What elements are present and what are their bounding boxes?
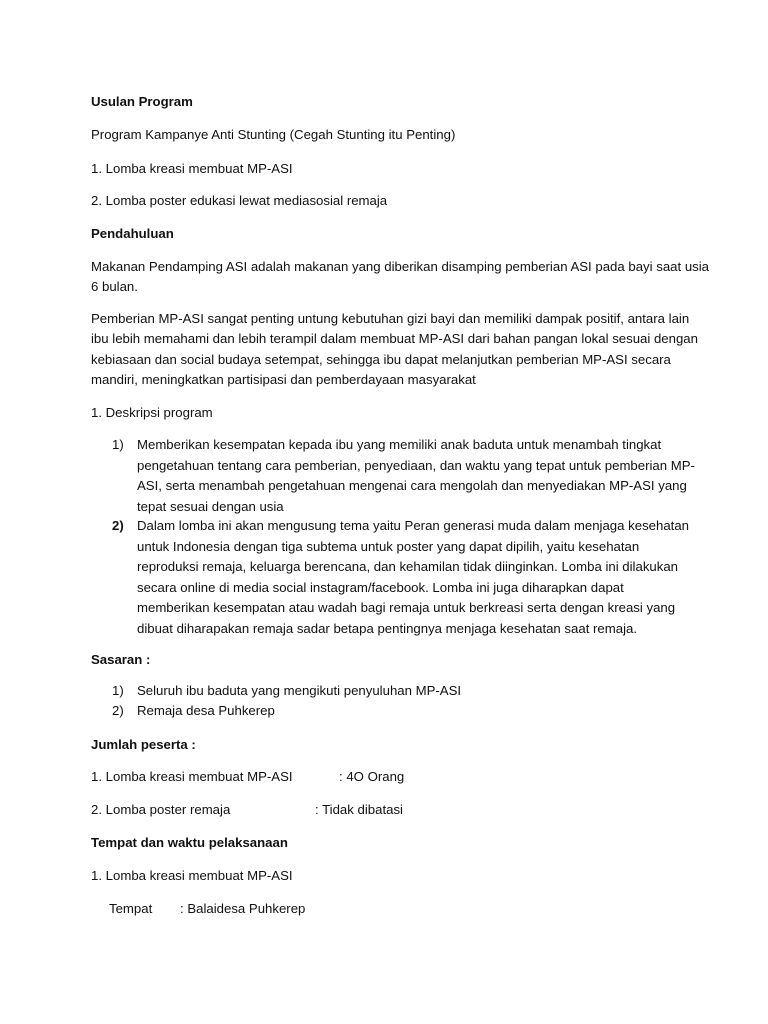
target-item: Remaja desa Puhkerep xyxy=(137,703,275,718)
participant-value: : 4O Orang xyxy=(339,769,405,784)
intro-paragraph-line: mandiri, meningkatkan partisipasi dan pemberdayaan masyarakat xyxy=(91,372,476,387)
intro-heading: Pendahuluan xyxy=(91,226,174,241)
description-line: tepat sesuai dengan usia xyxy=(137,498,284,514)
document-heading: Usulan Program xyxy=(91,94,193,109)
target-heading: Sasaran : xyxy=(91,652,151,667)
description-line: Memberikan kesempatan kepada ibu yang memiliki anak baduta untuk menambah tingkat xyxy=(137,437,662,452)
venue-place-value: : Balaidesa Puhkerep xyxy=(180,901,306,916)
description-heading: 1. Deskripsi program xyxy=(91,405,213,420)
intro-paragraph-line: Makanan Pendamping ASI adalah makanan yang diberikan disamping pemberian ASI pada bayi saat usia xyxy=(91,259,710,274)
participants-heading: Jumlah peserta : xyxy=(91,737,196,752)
venue-heading: Tempat dan waktu pelaksanaan xyxy=(91,835,288,850)
venue-place-label: Tempat xyxy=(109,901,153,916)
program-item: 1. Lomba kreasi membuat MP-ASI xyxy=(91,161,293,176)
program-item: 2. Lomba poster edukasi lewat mediasosial remaja xyxy=(91,193,388,208)
intro-paragraph-line: 6 bulan. xyxy=(91,279,138,294)
description-line: ASI, serta menambah pengetahuan mengenai cara mengolah dan menyediakan MP-ASI yang xyxy=(137,478,687,493)
participant-value: : Tidak dibatasi xyxy=(315,802,403,817)
target-item: Seluruh ibu baduta yang mengikuti penyuluhan MP-ASI xyxy=(137,683,462,698)
description-line: pengetahuan tentang cara pemberian, penyediaan, dan waktu yang tepat untuk pemberian MP- xyxy=(137,457,695,473)
description-line: secara online di media social instagram/facebook. Lomba ini juga diharapkan dapat xyxy=(137,579,624,595)
list-number: 1) xyxy=(112,437,124,452)
program-title: Program Kampanye Anti Stunting (Cegah Stunting itu Penting) xyxy=(91,127,456,142)
participant-label: 2. Lomba poster remaja xyxy=(91,802,231,817)
description-line: dibuat diharapakan remaja sadar betapa pentingnya menjaga kesehatan saat remaja. xyxy=(137,620,637,636)
venue-item: 1. Lomba kreasi membuat MP-ASI xyxy=(91,868,293,883)
intro-paragraph-line: kebiasaan dan social budaya setempat, sehingga ibu dapat melanjutkan pemberian MP-ASI secara xyxy=(91,352,671,367)
intro-paragraph-line: Pemberian MP-ASI sangat penting untung kebutuhan gizi bayi dan memiliki dampak positif, antara lain xyxy=(91,311,690,326)
list-number: 2) xyxy=(112,703,124,718)
description-line: untuk Indonesia dengan tiga subtema untuk poster yang dapat dipilih, yaitu kesehatan xyxy=(137,538,640,554)
description-line: memberikan kesempatan atau wadah bagi remaja untuk berkreasi serta dengan kreasi yang xyxy=(137,600,676,615)
intro-paragraph-line: ibu lebih memahami dan lebih terampil dalam membuat MP-ASI dari bahan pangan lokal sesuai dengan xyxy=(91,331,698,346)
list-number: 2) xyxy=(112,518,124,533)
description-line: reproduksi remaja, keluarga berencana, dan kehamilan tidak diinginkan. Lomba ini dilakukan xyxy=(137,559,679,574)
participant-label: 1. Lomba kreasi membuat MP-ASI xyxy=(91,769,293,784)
description-line: Dalam lomba ini akan mengusung tema yaitu Peran generasi muda dalam menjaga kesehatan xyxy=(137,518,690,533)
list-number: 1) xyxy=(112,683,124,698)
